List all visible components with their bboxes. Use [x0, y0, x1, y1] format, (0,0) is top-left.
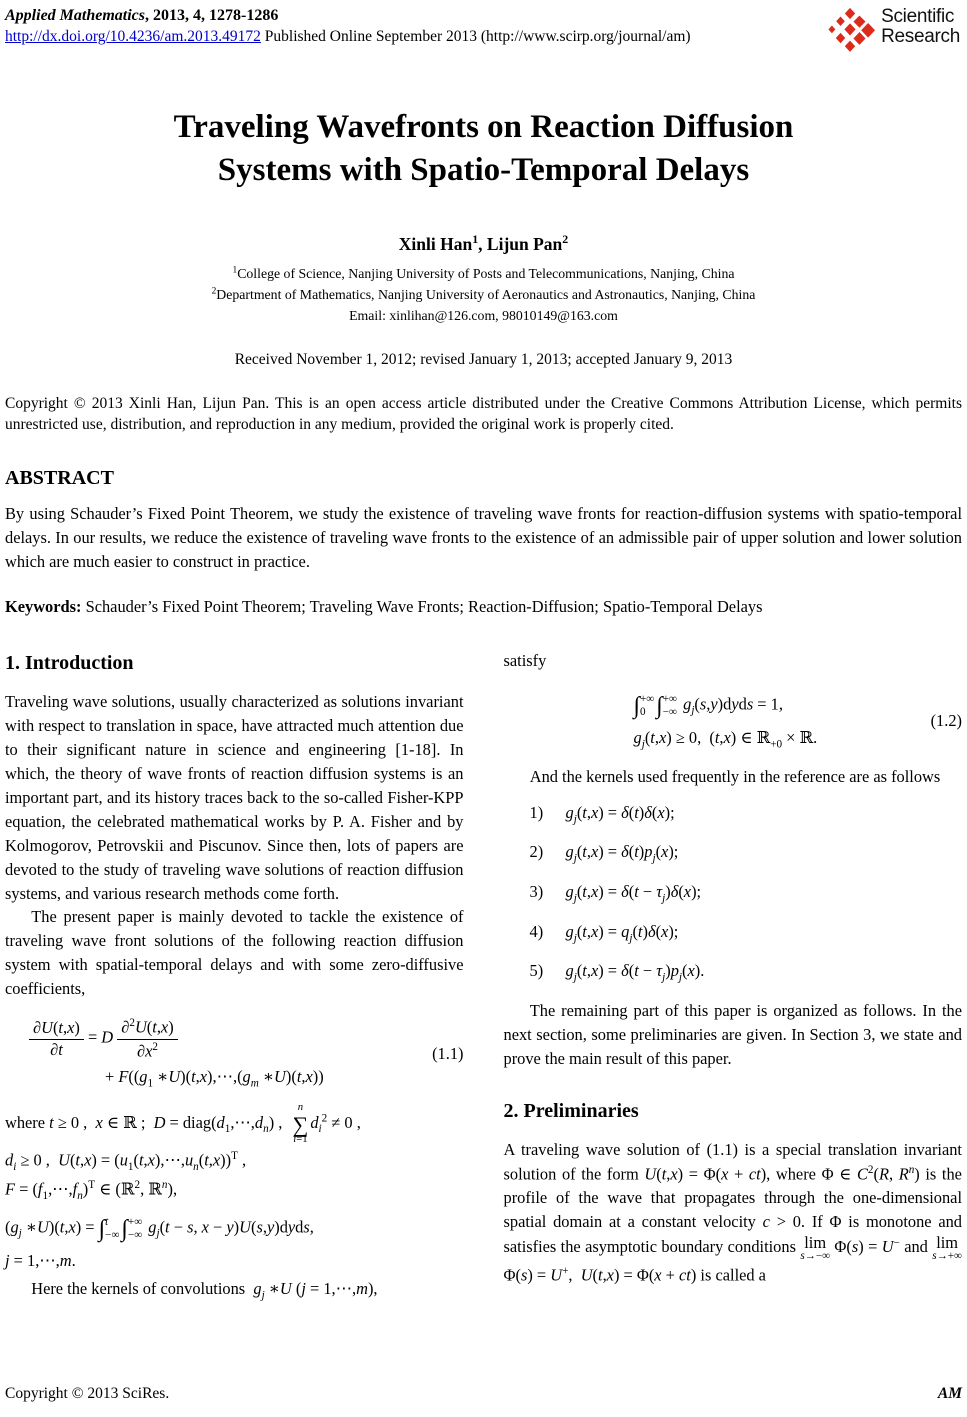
convolution-definition-range: j = 1,⋯,m. — [5, 1250, 76, 1270]
affiliation-1: $^1$College of Science, Nanjing University of Posts and Telecommunications, Nanjing, China — [232, 265, 735, 281]
equation-1-2 — [504, 689, 963, 753]
kernel-item-4 — [530, 920, 963, 947]
paper-title: Traveling Wavefronts on Reaction Diffusion Systems with Spatio-Temporal Delays — [173, 109, 794, 188]
convolution-definition: ($g_j$ ∗U)(t,x) = ∫ t −∞ ∫ +∞ −∞ $g_j(t - s$, x − y)U(s,y)dyds, — [5, 1215, 314, 1242]
intro-paragraph-1: Traveling wave solutions, usually characterized as solutions invariant with respect to translation in space, have attracted much attention due to their significant nature in science and engineering [1-18]. In which, the theory of wave fronts of reaction diffusion systems is an important part, and its history traces back to the so-called Fisher-KPP equation, the celebrated mathematical works by P. A. Fisher and by Kolmogorov, Petrovskii and Piscunov. Since then, lots of papers are devoted to the study of traveling wave solutions of reaction diffusion systems, and various research methods come forth. — [5, 691, 464, 903]
left-column — [5, 649, 464, 1303]
kernel-item-2 — [530, 840, 963, 867]
equation-1-1 — [5, 1017, 464, 1091]
publisher-name — [881, 7, 960, 47]
kernel-item-1-equation: $g_j(t,x) = \delta(t)\delta(x)$; — [565, 802, 675, 826]
kernels-intro: And the kernels used frequently in the reference are as follows — [529, 766, 941, 786]
journal-name: Applied Mathematics — [5, 7, 145, 24]
published-info: Published Online September 2013 (http://www.scirp.org/journal/am) — [260, 27, 691, 45]
equation-1-2-line2: $g_j(t,x) \ge 0$, (t,x) ∈ ℝ$_{+0}$ × ℝ. — [633, 728, 818, 751]
kernel-item-1 — [530, 801, 963, 828]
where-clause-line2: $d_i \ge 0$ , $U(t,x) = (u_1(t,x),\cdots,u_n(t,x))^T$ , — [5, 1149, 247, 1173]
where-clause-line1: where t ≥ 0 , x ∈ ℝ ; $D = diag(d_1,\cdots,d_n)$ , n ∑ i=1 $d_i^2 \ne 0$ , — [5, 1102, 361, 1146]
intro-paragraph-2: The present paper is mainly devoted to tackle the existence of traveling wave front solutions of the following reaction diffusion system with spatial-temporal delays and with some zero-diffusive coefficients, — [5, 907, 464, 999]
kernel-item-5-equation: $g_j(t,x) = \delta(t - \tau_j)p_j(x)$. — [565, 961, 705, 984]
equation-1-2-line1: ∫ +∞ 0 ∫ +∞ −∞ $g_j(s,y)dyds = 1$, — [633, 692, 783, 719]
equation-1-1-line1: $\frac{\partial U(t,x)}{\partial t}$ = D $\frac{\partial^2U(t,x)}{\partial x^2}$ — [5, 1017, 464, 1061]
received-line: Received November 1, 2012; revised January 1, 2013; accepted January 9, 2013 — [234, 350, 733, 368]
abstract-text: By using Schauder’s Fixed Point Theorem, we study the existence of traveling wave fronts for reaction-diffusion systems with spatio-temporal delays. In our results, we reduce the existence of traveling wave fronts to the existence of an admissible pair of upper solution and lower solution which are much easier to construct in practice. — [5, 503, 962, 571]
kernel-item-5 — [530, 959, 963, 986]
kernel-item-4-equation: $g_j(t,x) = q_j(t)\delta(x)$; — [565, 921, 679, 944]
kernel-item-3 — [530, 880, 963, 907]
section-heading-introduction: 1. Introduction — [5, 651, 134, 674]
doi-link[interactable]: http://dx.doi.org/10.4236/am.2013.49172 — [5, 27, 261, 45]
email-line: Email: xinlihan@126.com, 98010149@163.com — [349, 307, 618, 323]
keywords-line — [5, 596, 962, 619]
organization-paragraph: The remaining part of this paper is organized as follows. In the next section, some preliminaries are given. In Section 3, we state and prove the main result of this paper. — [503, 1000, 962, 1068]
scientific-research-diamonds-icon — [824, 7, 876, 62]
kernel-item-5-number: 5) — [529, 961, 544, 981]
footer-journal-abbrev: AM — [937, 1385, 962, 1402]
kernel-item-2-equation: $g_j(t,x) = \delta(t)p_j(x)$; — [565, 842, 679, 865]
footer-copyright: Copyright © 2013 SciRes. — [5, 1385, 170, 1402]
equation-label-1-2: (1.2) — [930, 710, 962, 730]
page-footer — [5, 1385, 962, 1403]
abstract-heading: ABSTRACT — [5, 466, 114, 489]
satisfy-text: satisfy — [503, 650, 547, 670]
journal-issue-info: , 2013, 4, 1278-1286 — [145, 7, 279, 24]
where-clause-line3: $F = (f_1,\cdots,f_n)^T$ ∈ (ℝ$^2$, ℝ$^n$), — [5, 1178, 178, 1202]
published-line — [5, 27, 691, 47]
kernel-item-1-number: 1) — [529, 802, 544, 822]
authors: Xinli Han$^1$, Lijun Pan$^2$ — [398, 231, 569, 254]
two-column-body — [5, 649, 962, 1303]
publisher-logo — [824, 7, 960, 62]
journal-info — [5, 6, 691, 47]
kernels-note: Here the kernels of convolutions $g_j$ ∗U (j = 1,⋯,m), — [31, 1278, 378, 1301]
keywords-label: Keywords: — [5, 596, 82, 616]
affiliation-2: $^2$Department of Mathematics, Nanjing University of Aeronautics and Astronautics, Nanjing, China — [211, 286, 756, 302]
kernel-item-2-number: 2) — [529, 842, 544, 862]
preliminaries-paragraph: A traveling wave solution of (1.1) is a special translation invariant solution of the form U(t,x) = Φ(x + ct), where Φ ∈ $C^2(R$, $R^n$) is the profile of the wave that propagates through the one-dimensional spatial domain at a constant velocity c > 0. If Φ is monotone and satisfies the asymptotic boundary conditions lim s→−∞ Φ(s) = U− and lim s→+∞ Φ(s) = U+, U(t,x) = Φ(x + ct) is called a — [503, 1139, 962, 1285]
equation-label-1-1: (1.1) — [432, 1044, 464, 1064]
kernel-item-3-equation: $g_j(t,x) = \delta(t - \tau_j)\delta(x)$; — [565, 882, 702, 905]
publisher-name-line2: Research — [881, 25, 960, 47]
keywords-text: Schauder’s Fixed Point Theorem; Traveling Wave Fronts; Reaction-Diffusion; Spatio-Temporal Delays — [81, 596, 763, 616]
kernel-item-3-number: 3) — [529, 882, 544, 901]
right-column — [504, 649, 963, 1303]
section-heading-preliminaries: 2. Preliminaries — [503, 1099, 639, 1122]
publisher-name-line1: Scientific — [881, 6, 955, 27]
copyright-notice: Copyright © 2013 Xinli Han, Lijun Pan. This is an open access article distributed under the Creative Commons Attribution License, which permits unrestricted use, distribution, and reproduction in any medium, provided the original work is properly cited. — [5, 394, 962, 433]
page-header — [5, 6, 962, 62]
equation-1-1-line2: + $F((g_1$ $∗U)(t,x),\cdots,(g_m$ ∗U)(t,x)) — [105, 1066, 324, 1090]
journal-citation-line — [5, 6, 691, 27]
kernel-item-4-number: 4) — [529, 921, 544, 941]
